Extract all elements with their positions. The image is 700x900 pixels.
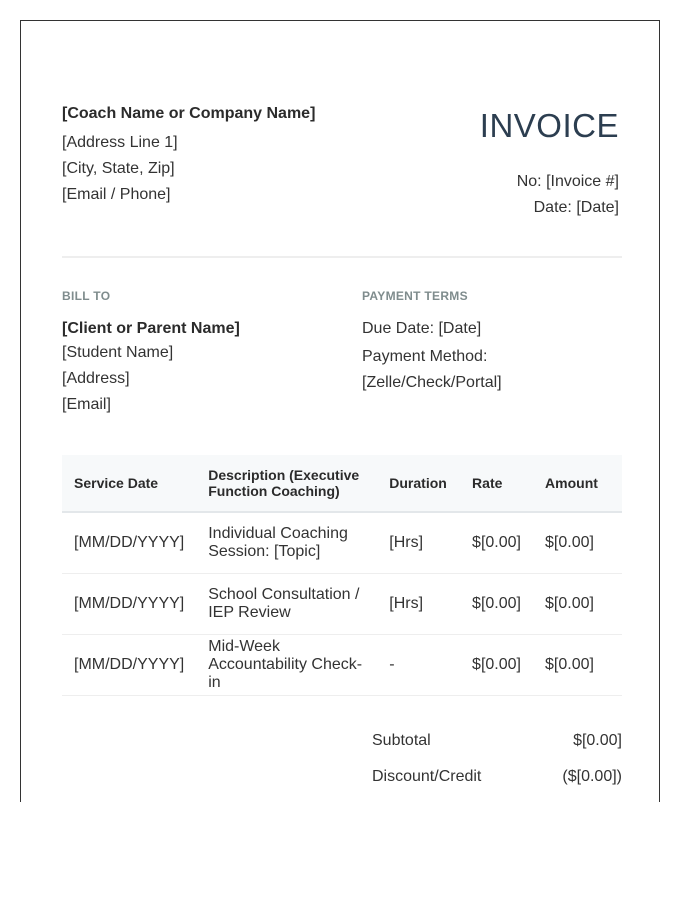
cell-duration: [Hrs] bbox=[377, 512, 460, 574]
sender-name: [Coach Name or Company Name] bbox=[62, 105, 316, 122]
bill-to-block bbox=[62, 289, 352, 418]
cell-amount: $[0.00] bbox=[533, 574, 622, 635]
cell-amount: $[0.00] bbox=[533, 512, 622, 574]
table-header-row bbox=[62, 455, 622, 512]
invoice-meta bbox=[517, 169, 619, 221]
sender-block bbox=[62, 105, 382, 208]
invoice-date: Date: [Date] bbox=[533, 199, 619, 216]
bill-to-email: [Email] bbox=[62, 396, 111, 413]
cell-service-date: [MM/DD/YYYY] bbox=[62, 512, 196, 574]
bill-to-name: [Client or Parent Name] bbox=[62, 320, 240, 337]
cell-service-date: [MM/DD/YYYY] bbox=[62, 635, 196, 696]
line-items-table bbox=[62, 455, 622, 696]
cell-rate: $[0.00] bbox=[460, 574, 533, 635]
cell-rate: $[0.00] bbox=[460, 635, 533, 696]
header-service-date: Service Date bbox=[62, 455, 196, 512]
invoice-number: No: [Invoice #] bbox=[516, 173, 619, 190]
cell-rate: $[0.00] bbox=[460, 512, 533, 574]
subtotal-label: Subtotal bbox=[372, 732, 431, 749]
cell-amount: $[0.00] bbox=[533, 635, 622, 696]
cell-duration: - bbox=[377, 635, 460, 696]
header-description: Description (Executive Function Coaching) bbox=[196, 455, 377, 512]
invoice-title: INVOICE bbox=[479, 107, 619, 144]
header-duration: Duration bbox=[377, 455, 460, 512]
header-divider bbox=[62, 256, 622, 258]
table-row bbox=[62, 635, 622, 696]
header-amount: Amount bbox=[533, 455, 622, 512]
payment-method-value: [Zelle/Check/Portal] bbox=[362, 374, 502, 391]
bill-to-student: [Student Name] bbox=[62, 344, 174, 361]
payment-terms-label: PAYMENT TERMS bbox=[362, 289, 468, 303]
cell-description: Individual Coaching Session: [Topic] bbox=[196, 512, 377, 574]
discount-value: ($[0.00]) bbox=[562, 768, 622, 785]
subtotal-value: $[0.00] bbox=[573, 732, 622, 749]
subtotal-row bbox=[372, 723, 622, 759]
cell-description: School Consultation / IEP Review bbox=[196, 574, 377, 635]
header-rate: Rate bbox=[460, 455, 533, 512]
cell-description: Mid-Week Accountability Check-in bbox=[196, 635, 377, 696]
bill-to-address: [Address] bbox=[62, 370, 130, 387]
payment-method-label: Payment Method: bbox=[362, 348, 488, 365]
cell-duration: [Hrs] bbox=[377, 574, 460, 635]
sender-contact: [Email / Phone] bbox=[62, 186, 171, 203]
sender-city: [City, State, Zip] bbox=[62, 160, 175, 177]
payment-terms-block bbox=[362, 289, 622, 396]
cell-service-date: [MM/DD/YYYY] bbox=[62, 574, 196, 635]
due-date: Due Date: [Date] bbox=[362, 320, 482, 337]
discount-row bbox=[372, 759, 622, 795]
table-row bbox=[62, 512, 622, 574]
invoice-page bbox=[20, 20, 660, 802]
discount-label: Discount/Credit bbox=[372, 768, 482, 785]
table-row bbox=[62, 574, 622, 635]
totals-block bbox=[372, 723, 622, 795]
sender-address: [Address Line 1] bbox=[62, 134, 178, 151]
bill-to-label: BILL TO bbox=[62, 289, 111, 303]
